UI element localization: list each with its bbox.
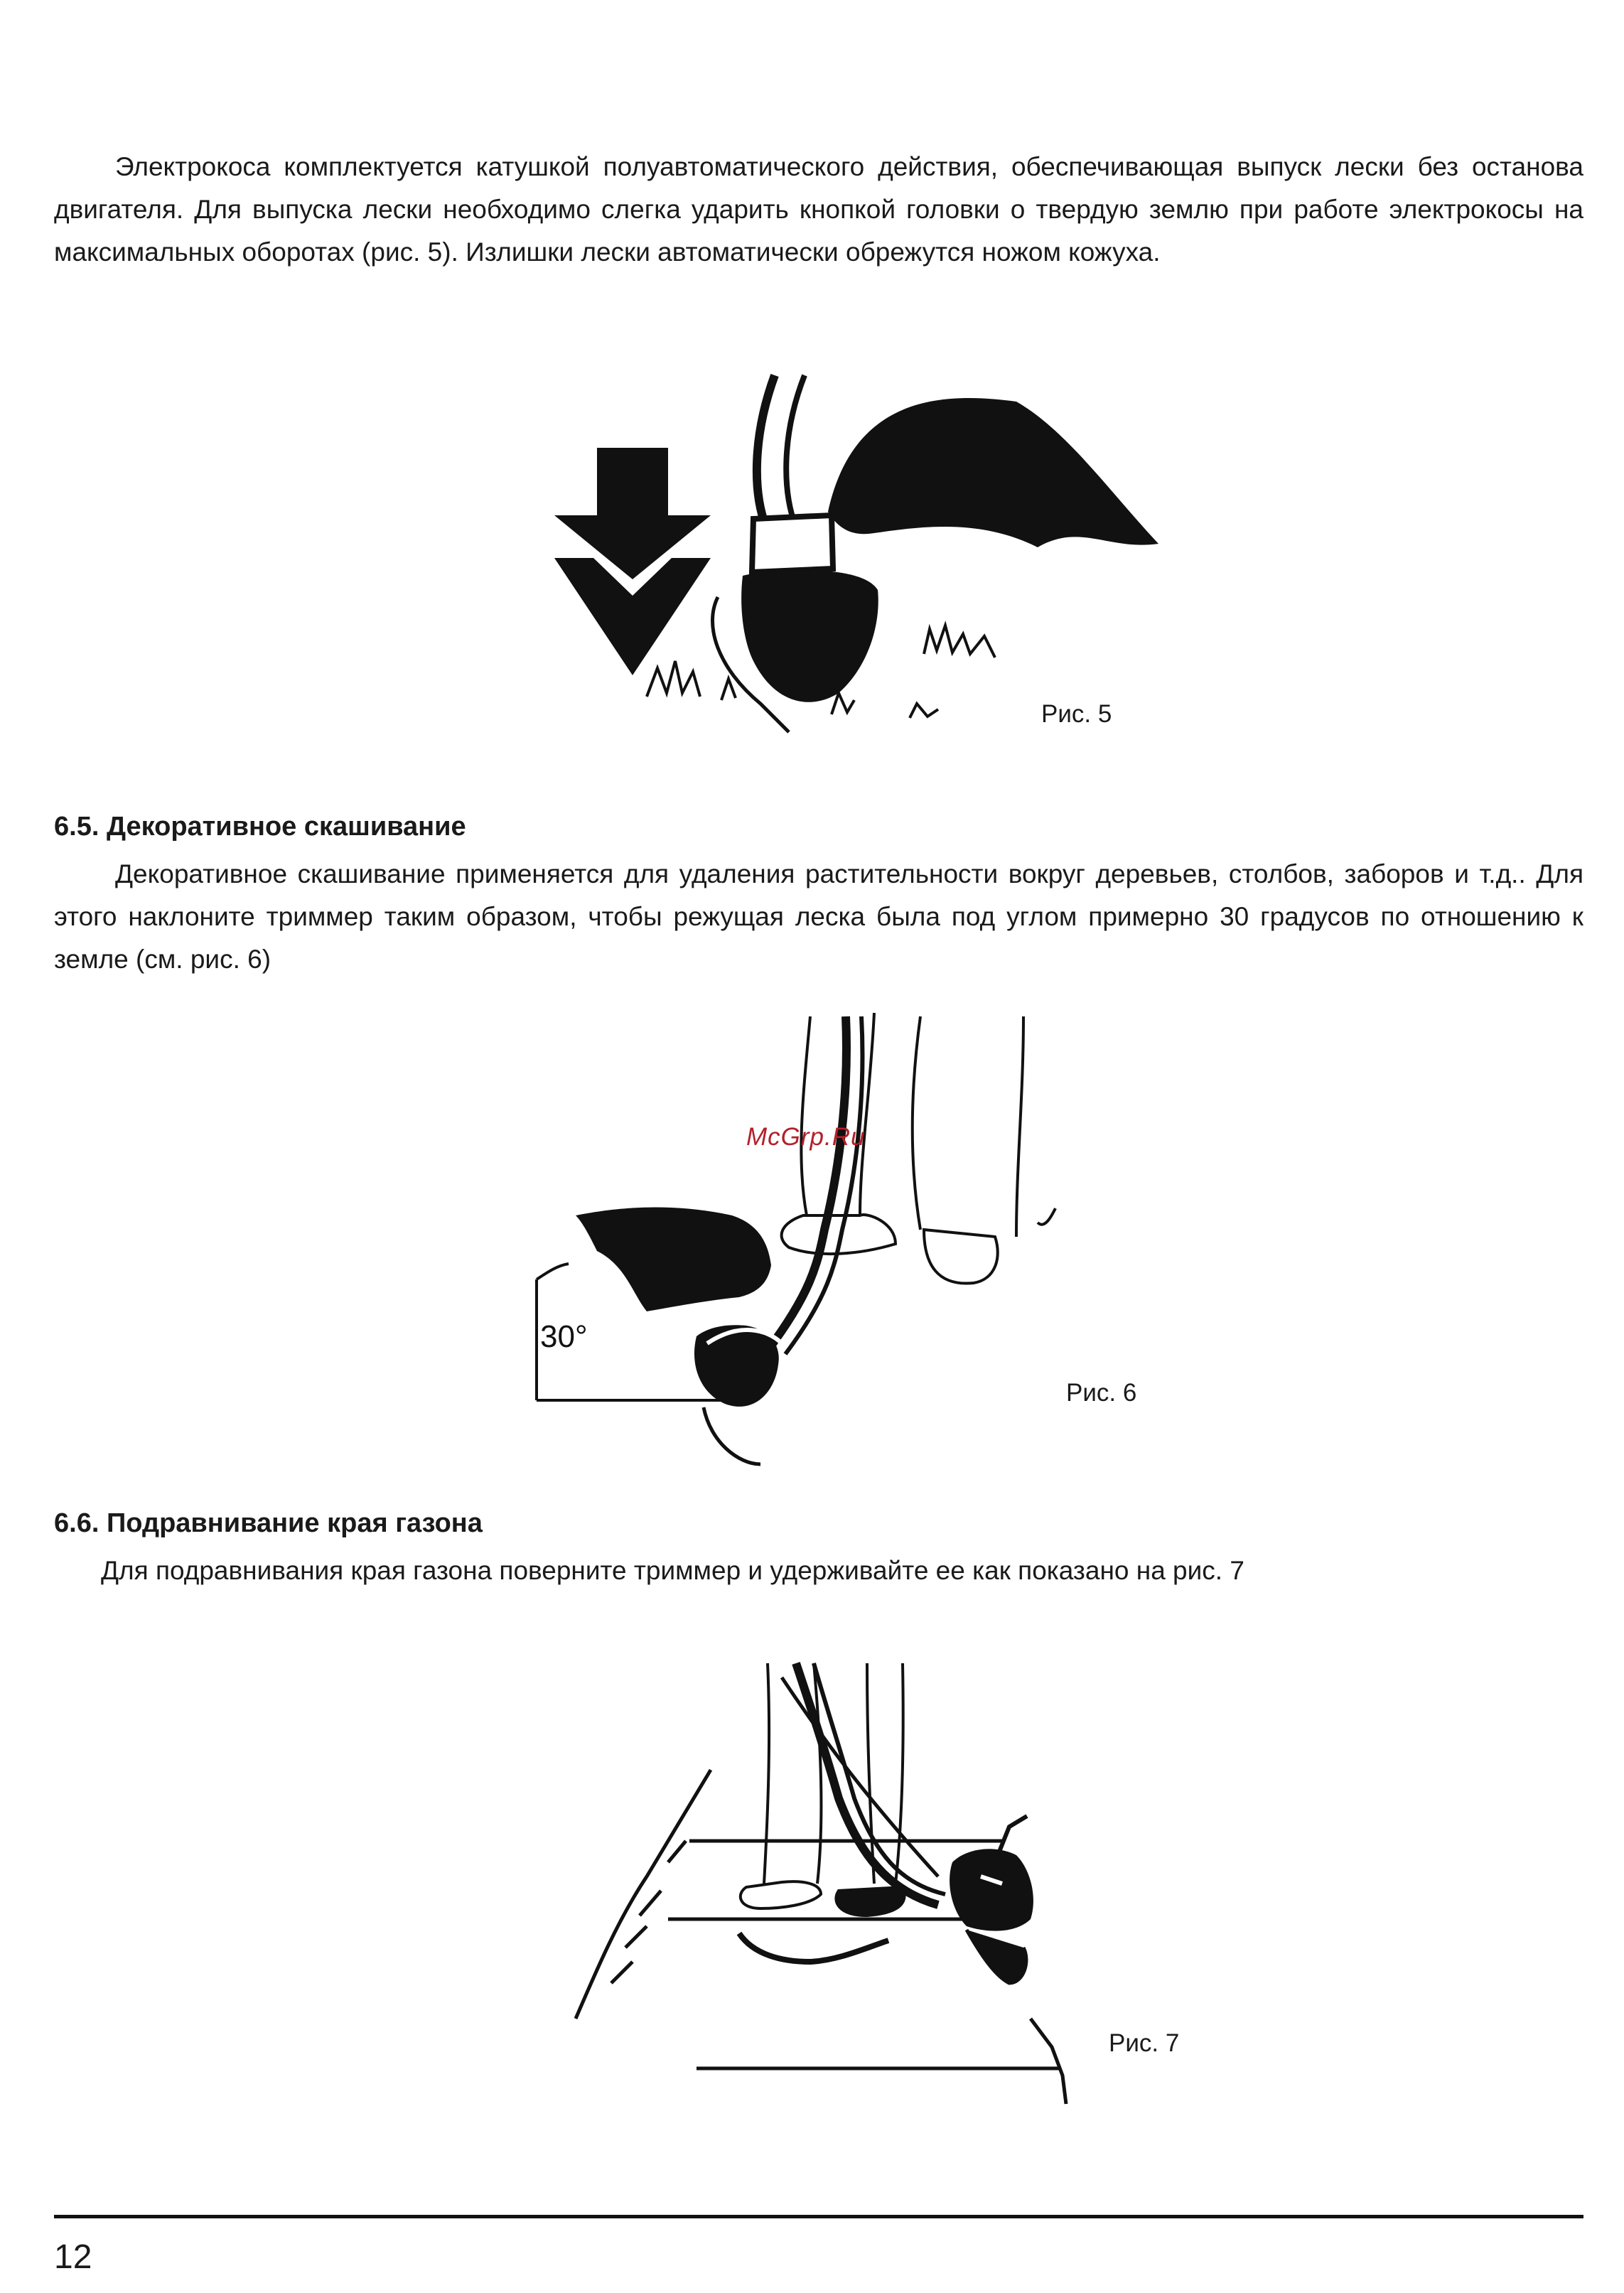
figure-7-caption: Рис. 7: [1109, 2029, 1180, 2057]
legs-icon: [741, 1663, 905, 1916]
figure-6: [526, 1009, 1166, 1478]
figure-5: [540, 370, 1180, 753]
trimmer-icon: [739, 1663, 1033, 1983]
trimmer-head-icon: [713, 375, 1159, 732]
trimmer-icon: [576, 1016, 862, 1464]
intro-paragraph: [54, 146, 1583, 274]
section-6-6-text: Для подравнивания края газона поверните триммер и удерживайте ее как показано на рис. 7: [101, 1556, 1244, 1585]
angle-label: 30°: [540, 1319, 588, 1354]
figure-7: [569, 1649, 1137, 2111]
figure-5-caption: Рис. 5: [1041, 700, 1112, 728]
section-6-6-paragraph: [54, 1550, 1583, 1592]
footer-rule: [54, 2215, 1583, 2218]
intro-text: Электрокоса комплектуется катушкой полуавтоматического действия, обеспечивающая выпуск лески без останова двигателя. Для выпуска лески необходимо слегка ударить кнопкой головки о твердую землю при работе электрокосы на максимальных оборотах (рис. 5). Излишки лески автоматически обрежутся ножом кожуха.: [54, 152, 1583, 267]
page-number: 12: [54, 2238, 92, 2276]
section-6-6-heading: 6.6. Подравнивание края газона: [54, 1508, 483, 1538]
figure-6-caption: Рис. 6: [1066, 1379, 1137, 1407]
down-arrow-icon: [554, 448, 711, 675]
watermark: McGrp.Ru: [746, 1123, 866, 1151]
section-6-5-heading: 6.5. Декоративное скашивание: [54, 812, 466, 842]
section-6-5-text: Декоративное скашивание применяется для удаления растительности вокруг деревьев, столбов, заборов и т.д.. Для этого наклоните триммер таким образом, чтобы режущая леска была под углом примерно 30 градусов по отношению к земле (см. рис. 6): [54, 859, 1583, 974]
section-6-5-paragraph: [54, 853, 1583, 981]
